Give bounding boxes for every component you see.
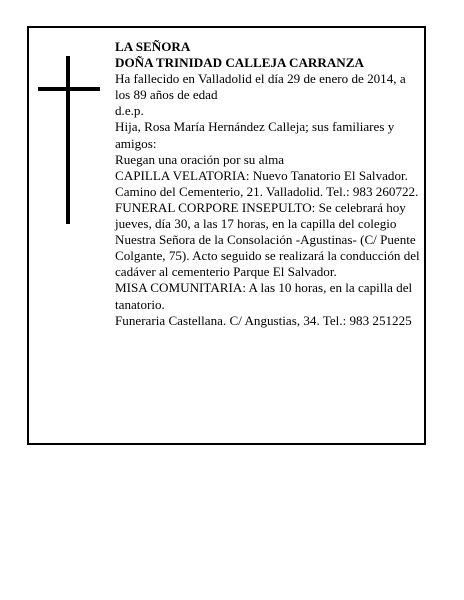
family-line: Hija, Rosa María Hernández Calleja; sus familiares y amigos:: [115, 119, 395, 151]
notice-title: LA SEÑORA: [115, 39, 191, 54]
notice-text: [115, 39, 421, 329]
community-mass-info: MISA COMUNITARIA: A las 10 horas, en la capilla del tanatorio.: [115, 280, 413, 312]
funeral-home-info: Funeraria Castellana. C/ Angustias, 34. Tel.: 983 251225: [115, 312, 412, 328]
death-info: Ha fallecido en Valladolid el día 29 de enero de 2014, a los 89 años de edad: [115, 71, 406, 103]
cross-horizontal-bar: [38, 87, 100, 91]
chapel-info: CAPILLA VELATORIA: Nuevo Tanatorio El Salvador. Camino del Cementerio, 21. Valladolid. Tel.: 983 260722.: [115, 167, 419, 199]
funeral-info: FUNERAL CORPORE INSEPULTO: Se celebrará hoy jueves, día 30, a las 17 horas, en la capilla del colegio Nuestra Señora de la Consolación -Agustinas- (C/ Puente Colgante, 75). Acto seguido se realizará la conducción del cadáver al cementerio Parque El Salvador.: [115, 199, 420, 280]
obituary-notice: [27, 26, 426, 445]
prayer-request: Ruegan una oración por su alma: [115, 151, 285, 167]
rest-in-peace: d.e.p.: [115, 103, 144, 119]
deceased-name: DOÑA TRINIDAD CALLEJA CARRANZA: [115, 55, 364, 71]
cross-vertical-bar: [66, 56, 70, 224]
